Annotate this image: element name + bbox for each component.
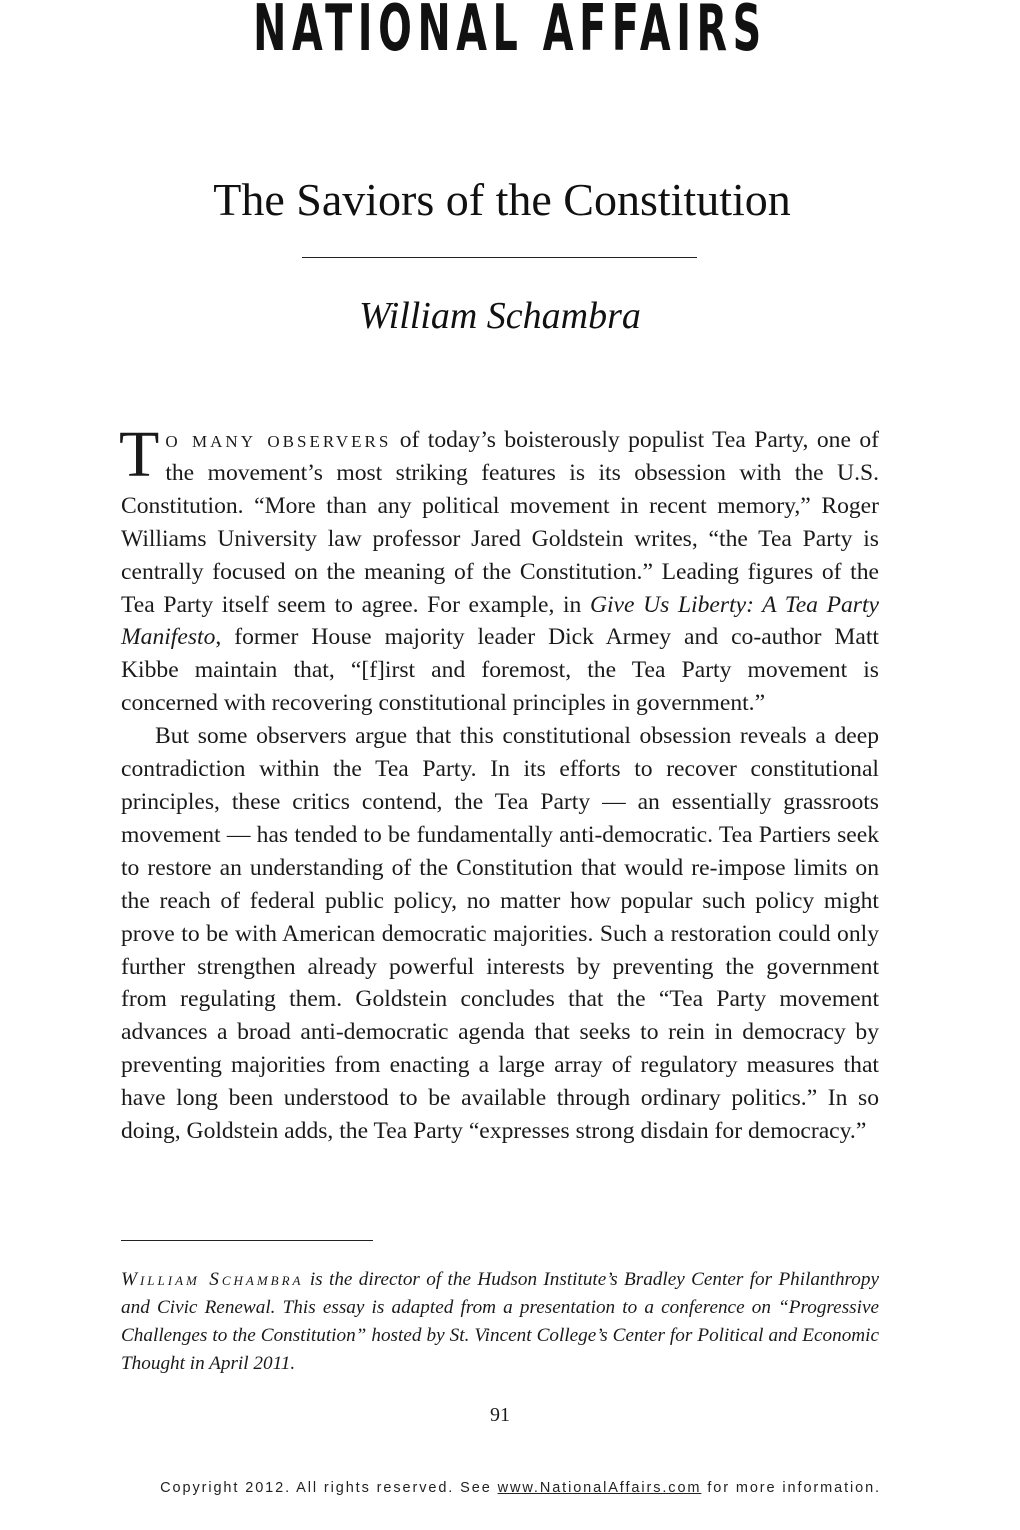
paragraph-1 — [119, 418, 879, 720]
bio-author-name: William Schambra — [121, 1269, 304, 1290]
article-author: William Schambra — [359, 295, 641, 337]
masthead-title: NATIONAL AFFAIRS — [253, 0, 767, 66]
paragraph-1-text-a: of today’s boisterously populist Tea Party, one of the movement’s most striking features is its obsession with the U.S. Constitution. “More than any political movement in recent memory,” Roger Williams University law professor Jared Goldstein writes, “the Tea Party is centrally focused on the meaning of the Constitution.” Leading figures of the Tea Party itself seem to agree. For example, in — [121, 427, 879, 618]
copyright-prefix: Copyright 2012. All rights reserved. See — [160, 1480, 498, 1496]
book-title: Give Us Liberty: A Tea Party Manifesto — [121, 591, 879, 651]
page-number: 91 — [490, 1404, 510, 1426]
lead-small-caps: o many observers — [165, 427, 392, 453]
drop-cap: T — [119, 418, 160, 491]
article-title: The Saviors of the Constitution — [213, 174, 791, 225]
bio-text: is the director of the Hudson Institute’s Bradley Center for Philanthropy and Civic Renewal. This essay is adapted from a presentation to a conference on “Progressive Challenges to the Constitution” hosted by St. Vincent College’s Center for Political and Economic Thought in April 2011. — [121, 1269, 879, 1374]
paragraph-1-text-b: , former House majority leader Dick Armey and co-author Matt Kibbe maintain that, “[f]irst and foremost, the Tea Party movement is concerned with recovering constitutional principles in government.” — [121, 624, 879, 717]
paragraph-2: But some observers argue that this constitutional obsession reveals a deep contradiction within the Tea Party. In its efforts to recover constitutional principles, these critics contend, the Tea Party — an essentially grassroots movement — has tended to be fundamentally anti-democratic. Tea Partiers seek to restore an understanding of the Constitution that would re-impose limits on the reach of federal public policy, no matter how popular such policy might prove to be with American democratic majorities. Such a restoration could only further strengthen already powerful interests by preventing the government from regulating them. Goldstein concludes that the “Tea Party movement advances a broad anti-democratic agenda that seeks to rein in democracy by preventing majorities from enacting a large array of regulatory measures that have long been understood to be available through ordinary politics.” In so doing, Goldstein adds, the Tea Party “expresses strong disdain for democracy.” — [121, 723, 879, 1145]
article-body — [119, 418, 879, 1148]
website-link[interactable]: www.NationalAffairs.com — [497, 1480, 702, 1496]
copyright-suffix: for more information. — [701, 1480, 881, 1496]
author-bio — [121, 1266, 879, 1378]
copyright-line — [121, 1480, 881, 1496]
footnote-divider — [121, 1240, 373, 1241]
title-divider — [302, 257, 697, 258]
